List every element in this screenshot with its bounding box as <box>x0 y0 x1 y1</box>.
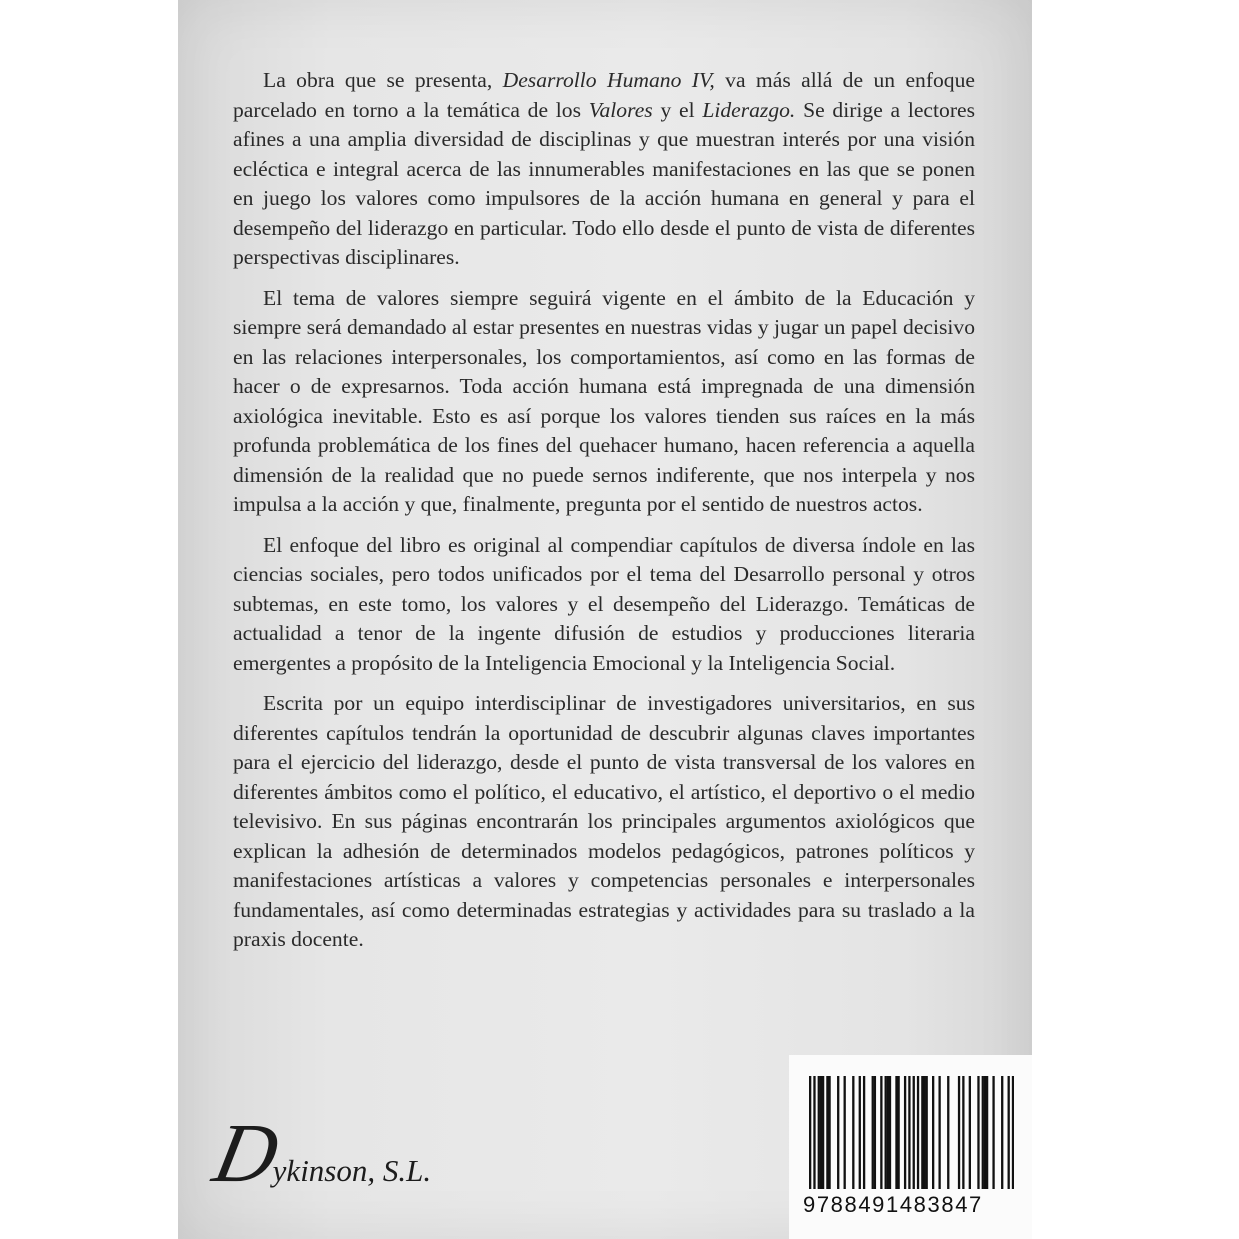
text-run: Se dirige a lectores afines a una amplia diversidad de disciplinas y que muestran interés por una visión ecléctica e integral acerca de las innumerables manifestaciones en las que se ponen en juego los valores como impulsores de la acción humana en general y para el desempeño del liderazgo en particular. Todo ello desde el punto de vista de diferentes perspectivas disciplinares. <box>233 97 975 269</box>
barcode-bar <box>837 1076 839 1189</box>
barcode-bar <box>889 1076 891 1189</box>
text-run: va más allá de un enfoque parcelado en torno a la temática de los <box>233 68 975 122</box>
barcode-bar <box>947 1076 949 1189</box>
barcode-bars <box>809 1076 1014 1189</box>
barcode-bar <box>982 1076 984 1189</box>
barcode-bar <box>923 1076 925 1189</box>
blurb-text <box>233 66 975 966</box>
barcode-bar <box>885 1076 887 1189</box>
blurb-paragraph-2 <box>233 284 975 520</box>
barcode-bar <box>917 1076 919 1189</box>
isbn-barcode <box>789 1055 1032 1239</box>
barcode-number: 9788491483847 <box>803 1192 983 1217</box>
italic-text-run: Liderazgo. <box>702 97 796 122</box>
barcode-bar <box>813 1076 815 1189</box>
barcode-bar <box>809 1076 811 1189</box>
publisher-logo-initial: D <box>206 1107 287 1200</box>
barcode-bar <box>818 1076 820 1189</box>
barcode-bar <box>986 1076 988 1189</box>
barcode-bar <box>822 1076 824 1189</box>
barcode-bar <box>962 1076 964 1189</box>
blurb-paragraph-4 <box>233 689 975 955</box>
barcode-bar <box>859 1076 861 1189</box>
barcode-bar <box>992 1076 994 1189</box>
barcode-bar <box>874 1076 876 1189</box>
text-run: Escrita por un equipo interdisciplinar de investigadores universitarios, en sus diferentes capítulos tendrán la oportunidad de descubrir algunas claves importantes para el ejercicio del liderazgo, desde el punto de vista transversal de los valores en diferentes ámbitos como el político, el educativo, el artístico, el deportivo o el medio televisivo. En sus páginas encontrarán los principales argumentos axiológicos que explican la adhesión de determinados modelos pedagógicos, patrones políticos y manifestaciones artísticas a valores y competencias personales e interpersonales fundamentales, así como determinadas estrategias y actividades para su traslado a la praxis docente. <box>233 691 975 951</box>
book-back-cover <box>178 0 1032 1239</box>
blurb-paragraph-3 <box>233 531 975 679</box>
barcode-bar <box>872 1076 874 1189</box>
barcode-bar <box>1008 1076 1010 1189</box>
barcode-bar <box>977 1076 979 1189</box>
publisher-logo <box>206 1107 432 1200</box>
barcode-bar <box>969 1076 971 1189</box>
publisher-logo-name: ykinson, S.L. <box>272 1153 432 1188</box>
barcode-bar <box>984 1076 986 1189</box>
barcode-bar <box>921 1076 923 1189</box>
barcode-bar <box>1001 1076 1003 1189</box>
text-run: La obra que se presenta, <box>263 68 503 92</box>
text-run: El tema de valores siempre seguirá vigente en el ámbito de la Educación y siempre será demandado al estar presentes en nuestras vidas y jugar un papel decisivo en las relaciones interpersonales, los comportamientos, así como en las formas de hacer o de expresarnos. Toda acción humana está impregnada de una dimensión axiológica inevitable. Esto es así porque los valores tienden sus raíces en la más profunda problemática de los fines del quehacer humano, hacen referencia a aquella dimensión de la realidad que no puede sernos indiferente, que nos interpela y nos impulsa a la acción y que, finalmente, pregunta por el sentido de nuestros actos. <box>233 285 975 516</box>
blurb-paragraph-1 <box>233 66 975 273</box>
barcode-bar <box>826 1076 828 1189</box>
barcode-bar <box>1012 1076 1014 1189</box>
barcode-bar <box>844 1076 846 1189</box>
barcode-bar <box>820 1076 822 1189</box>
barcode-bar <box>895 1076 897 1189</box>
barcode-bar <box>852 1076 854 1189</box>
barcode-bar <box>904 1076 906 1189</box>
barcode-bar <box>887 1076 889 1189</box>
barcode-bar <box>863 1076 865 1189</box>
text-run: y el <box>652 97 703 122</box>
italic-text-run: Desarrollo Humano IV, <box>502 68 715 92</box>
barcode-bar <box>880 1076 882 1189</box>
italic-text-run: Valores <box>588 97 653 122</box>
barcode-bar <box>913 1076 915 1189</box>
text-run: El enfoque del libro es original al compendiar capítulos de diversa índole en las ciencias sociales, pero todos unificados por el tema del Desarrollo personal y otros subtemas, en este tomo, los valores y el desempeño del Liderazgo. Temáticas de actualidad a tenor de la ingente difusión de estudios y producciones literaria emergentes a propósito de la Inteligencia Emocional y la Inteligencia Social. <box>233 532 975 675</box>
barcode-bar <box>897 1076 899 1189</box>
barcode-bar <box>828 1076 830 1189</box>
barcode-bar <box>938 1076 940 1189</box>
barcode-bar <box>958 1076 960 1189</box>
barcode-bar <box>908 1076 910 1189</box>
barcode-bar <box>932 1076 934 1189</box>
barcode-bar <box>926 1076 928 1189</box>
